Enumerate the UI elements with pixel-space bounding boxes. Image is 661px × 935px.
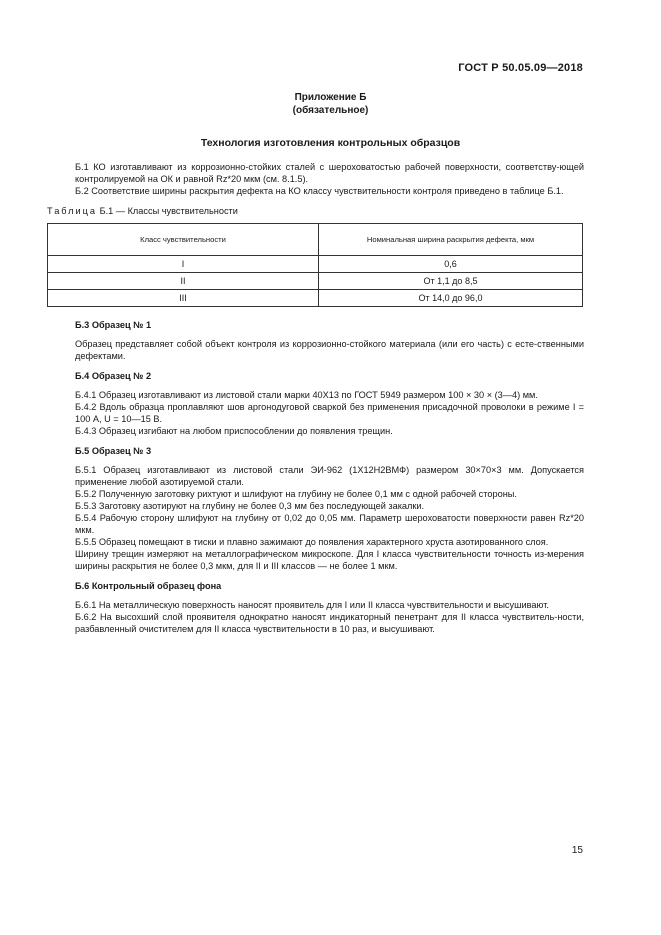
paragraph-b5-5: Б.5.5 Образец помещают в тиски и плавно зажимают до появления характерного хруста азотированного слоя. [75,537,549,547]
paragraph-b1: Б.1 КО изготавливают из коррозионно-стойких сталей с шероховатостью рабочей поверхности, соответству-ющей контролируемой на ОК и равной Rz*20 мкм (см. 8.1.5). [75,162,584,184]
section-title: Технология изготовления контрольных образцов [200,137,461,149]
table-header-class: Класс чувствительности [48,224,319,256]
heading-b5: Б.5 Образец № 3 [75,446,152,456]
paragraph-b4-1: Б.4.1 Образец изготавливают из листовой стали марки 40Х13 по ГОСТ 5949 размером 100 × 30 × (3—4) мм. [75,390,538,400]
table-caption-label: Таблица [47,206,98,216]
annex-status: (обязательное) [292,105,369,116]
paragraph-b6-2: Б.6.2 На высохший слой проявителя однократно наносят индикаторный пенетрант для II класса чувствитель-ности, разбавленный очистителем для II класса чувствительности в 10 раз, и высушивают. [75,612,584,634]
table-cell-class: III [48,290,319,307]
table-row [48,290,583,307]
annex-title: Приложение Б [294,92,367,103]
paragraph-b2: Б.2 Соответствие ширины раскрытия дефекта на КО классу чувствительности контроля приведено в таблице Б.1. [75,186,564,196]
table-cell-width: От 14,0 до 96,0 [319,290,583,307]
page-number: 15 [571,845,583,856]
table-header-width: Номинальная ширина раскрытия дефекта, мкм [319,224,583,256]
paragraph-b5-1: Б.5.1 Образец изготавливают из листовой стали ЭИ-962 (1Х12Н2ВМФ) размером 30×70×3 мм. Допускается применение любой азотируемой стали. [75,465,584,487]
table-row [48,273,583,290]
table-row [48,256,583,273]
table-header-row [48,224,583,256]
heading-b4: Б.4 Образец № 2 [75,371,152,381]
document-body [47,161,584,635]
standard-header: ГОСТ Р 50.05.09—2018 [458,62,583,74]
table-caption [47,205,584,217]
table-caption-text: Б.1 — Классы чувствительности [99,206,238,216]
heading-b6: Б.6 Контрольный образец фона [75,581,222,591]
table-cell-class: II [48,273,319,290]
table-cell-width: 0,6 [319,256,583,273]
sensitivity-table [47,223,583,307]
paragraph-b5-2: Б.5.2 Полученную заготовку рихтуют и шлифуют на глубину не более 0,1 мм с одной рабочей стороны. [75,489,517,499]
table-cell-class: I [48,256,319,273]
paragraph-b4-2: Б.4.2 Вдоль образца проплавляют шов аргонодуговой сваркой без применения присадочной проволоки в режиме I = 100 А, U = 10—15 В. [75,402,584,424]
heading-b3: Б.3 Образец № 1 [75,320,152,330]
paragraph-b6-1: Б.6.1 На металлическую поверхность наносят проявитель для I или II класса чувствительности и высушивают. [75,600,549,610]
paragraph-b5-4: Б.5.4 Рабочую сторону шлифуют на глубину от 0,02 до 0,05 мм. Параметр шероховатости поверхности равен Rz*20 мкм. [75,513,584,535]
paragraph-b3: Образец представляет собой объект контроля из коррозионно-стойкого материала (или его часть) с есте-ственными дефектами. [75,339,584,361]
paragraph-b5-6: Ширину трещин измеряют на металлографическом микроскопе. Для I класса чувствительности точность из-мерения ширины раскрытия не более 0,3 мкм, для II и III классов — не более 1 мкм. [75,549,584,571]
paragraph-b4-3: Б.4.3 Образец изгибают на любом приспособлении до появления трещин. [75,426,393,436]
table-cell-width: От 1,1 до 8,5 [319,273,583,290]
paragraph-b5-3: Б.5.3 Заготовку азотируют на глубину не более 0,3 мм без последующей закалки. [75,501,425,511]
